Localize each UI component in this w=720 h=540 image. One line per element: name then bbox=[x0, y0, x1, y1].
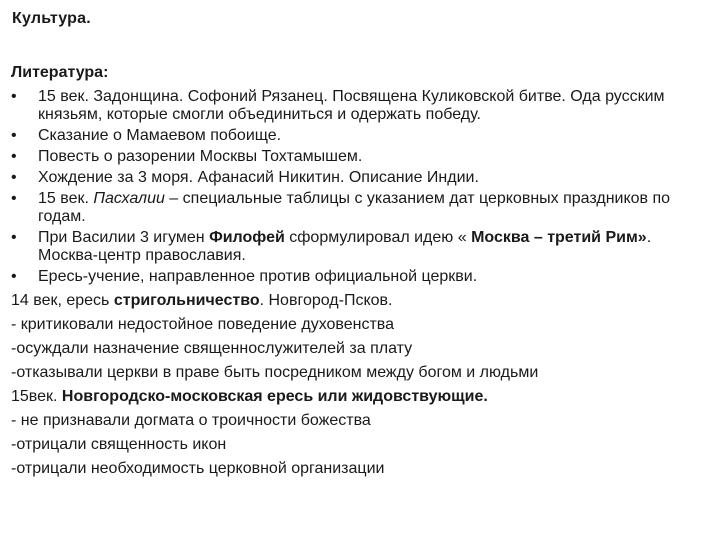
list-item-text: 15 век. Задонщина. Софоний Рязанец. Посвящена Куликовской битве. Ода русским князьям, которые смогли объединиться и одержать победу. bbox=[38, 88, 665, 123]
list-item-text: Сказание о Мамаевом побоище. bbox=[38, 127, 282, 144]
list-item-text: Повесть о разорении Москвы Тохтамышем. bbox=[38, 148, 363, 165]
bullet-marker: • bbox=[11, 88, 17, 105]
list-item bbox=[11, 190, 711, 226]
list-item bbox=[11, 268, 711, 286]
bold-term: Новгородско-московская ересь или жидовствующие. bbox=[61, 388, 488, 405]
list-item bbox=[11, 169, 711, 187]
text-line: -осуждали назначение священнослужителей за плату bbox=[11, 340, 413, 357]
text-run: При Василии 3 игумен bbox=[38, 229, 210, 246]
bold-term: Москва – третий Рим» bbox=[471, 229, 647, 246]
slide-content bbox=[11, 61, 711, 481]
slide-title: Культура. bbox=[12, 10, 91, 27]
text-line: - критиковали недостойное поведение духовенства bbox=[11, 316, 395, 333]
list-item-text: Ересь-учение, направленное против официальной церкви. bbox=[38, 268, 478, 285]
bullet-marker: • bbox=[11, 190, 17, 207]
bold-term: Филофей bbox=[209, 229, 285, 246]
text-run: – специальные таблицы с указанием дат церковных праздников по годам. bbox=[38, 190, 671, 225]
text-run: 15век. bbox=[11, 388, 62, 405]
text-line: - не признавали догмата о троичности божества bbox=[11, 412, 371, 429]
bullet-marker: • bbox=[11, 169, 17, 186]
bullet-marker: • bbox=[11, 127, 17, 144]
text-run: . Москва-центр православия. bbox=[38, 229, 652, 264]
list-item bbox=[11, 229, 711, 265]
list-item-text: Хождение за 3 моря. Афанасий Никитин. Описание Индии. bbox=[38, 169, 479, 186]
bullet-marker: • bbox=[11, 148, 17, 165]
text-run: 14 век, ересь bbox=[11, 292, 114, 309]
bullet-marker: • bbox=[11, 229, 17, 246]
text-run: сформулировал идею « bbox=[284, 229, 472, 246]
list-item bbox=[11, 148, 711, 166]
text-line bbox=[11, 385, 711, 409]
text-line: -отрицали необходимость церковной организации bbox=[11, 460, 385, 477]
bold-term: стригольничество bbox=[113, 292, 260, 309]
text-run: . Новгород-Псков. bbox=[259, 292, 393, 309]
italic-term: Пасхалии bbox=[93, 190, 165, 207]
section-heading: Литература: bbox=[11, 64, 109, 81]
bullet-marker: • bbox=[11, 268, 17, 285]
text-line: -отрицали священность икон bbox=[11, 436, 227, 453]
list-item-text bbox=[38, 229, 651, 264]
text-run: 15 век. bbox=[38, 190, 94, 207]
list-item-text bbox=[38, 190, 670, 225]
text-line: -отказывали церкви в праве быть посредником между богом и людьми bbox=[11, 364, 539, 381]
list-item bbox=[11, 127, 711, 145]
list-item bbox=[11, 88, 711, 124]
text-line bbox=[11, 289, 711, 313]
